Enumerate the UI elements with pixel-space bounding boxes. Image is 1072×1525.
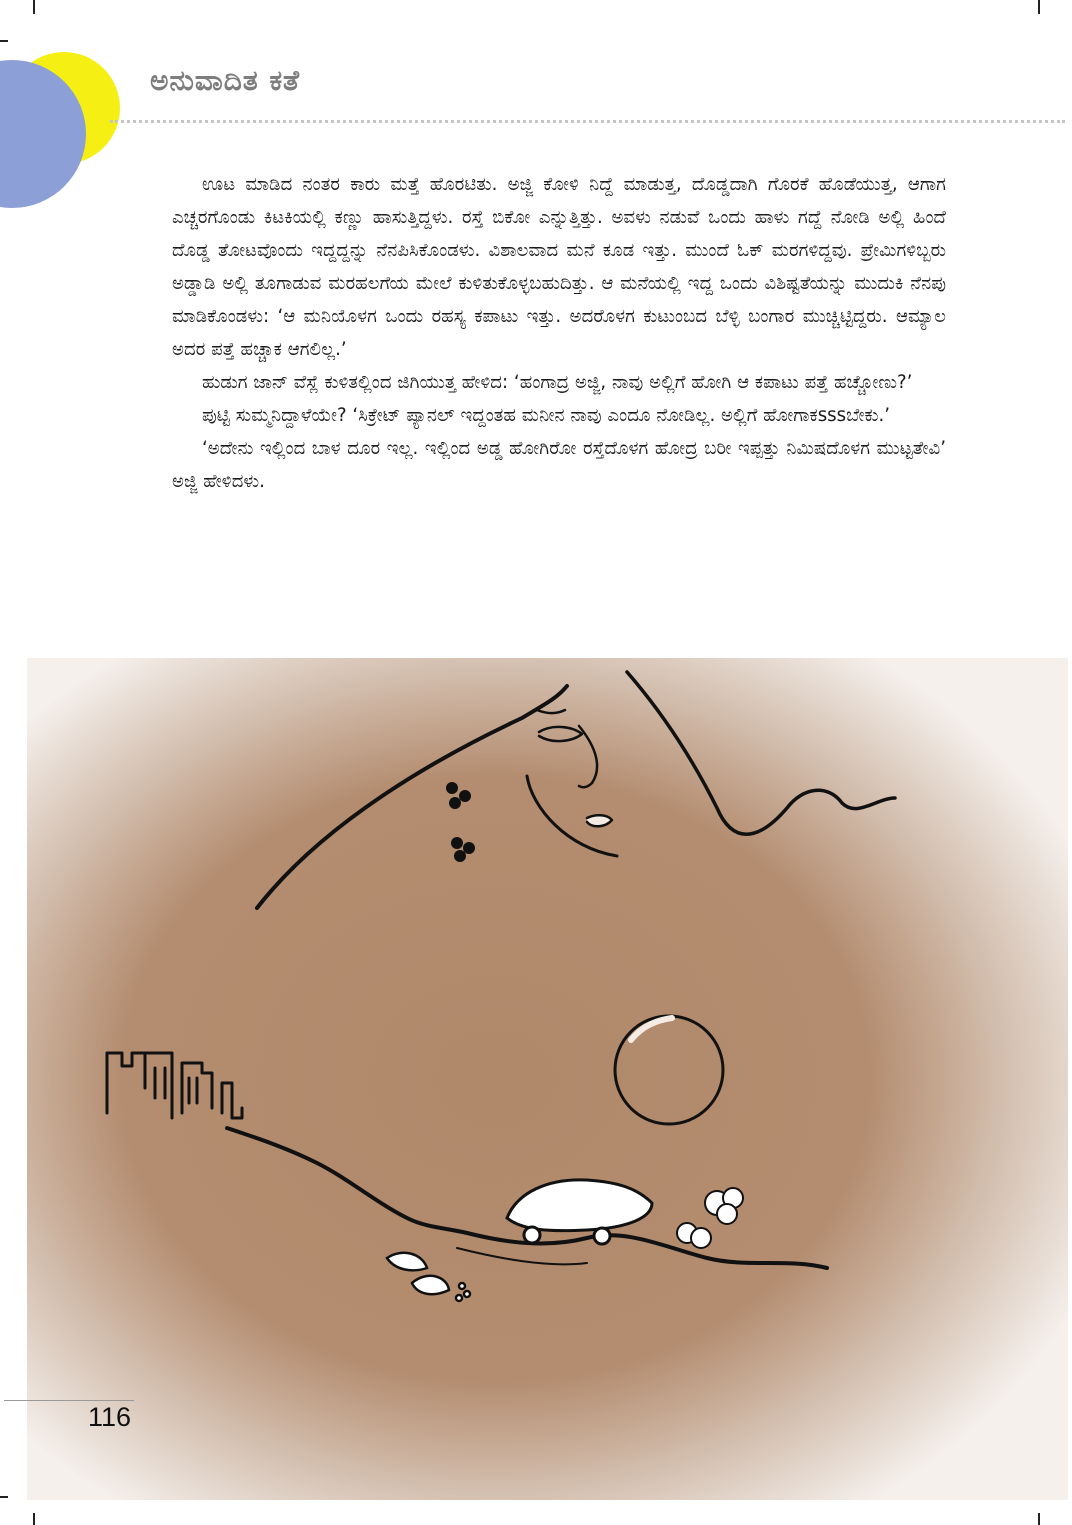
crop-mark-top-left [33,0,35,14]
footer-rule [4,1400,134,1401]
page-number: 116 [88,1402,132,1432]
story-paragraph: ಪುಟ್ಟಿ ಸುಮ್ಮನಿದ್ದಾಳೆಯೇ? ‘ಸಿಕ್ರೇಟ್ ಪ್ಯಾನಲ್ ಇದ್ದಂತಹ ಮನೀನ ನಾವು ಎಂದೂ ನೋಡಿಲ್ಲ. ಅಲ್ಲಿಗೆ ಹೋಗಾಕsssಬೇಕು.’ [202,405,891,426]
crop-mark-left-top [0,40,8,42]
story-paragraph: ಹುಡುಗ ಜಾನ್ ವೆಸ್ಲೆ ಕುಳಿತಲ್ಲಿಂದ ಜಿಗಿಯುತ್ತ ಹೇಳಿದ: ‘ಹಂಗಾದ್ರ ಅಜ್ಜಿ, ನಾವು ಅಲ್ಲಿಗೆ ಹೋಗಿ ಆ ಕಪಾಟು ಪತ್ತೆ ಹಚ್ಚೋಣು?’ [202,372,913,393]
story-paragraph: ‘ಅದೇನು ಇಲ್ಲಿಂದ ಬಾಳ ದೂರ ಇಲ್ಲ. ಇಲ್ಲಿಂದ ಅಡ್ಡ ಹೋಗಿರೋ ರಸ್ತೆದೊಳಗ ಹೋದ್ರ ಬರೀ ಇಪ್ಪತ್ತು ನಿಮಿಷದೊಳಗ ಮುಟ್ಟತೇವಿ’ ಅಜ್ಜಿ ಹೇಳಿದಳು. [172,438,946,492]
header-dotted-rule [110,120,1065,123]
story-text [172,168,946,498]
story-illustration [27,658,1068,1500]
story-paragraph: ಊಟ ಮಾಡಿದ ನಂತರ ಕಾರು ಮತ್ತೆ ಹೊರಟಿತು. ಅಜ್ಜಿ ಕೋಳಿ ನಿದ್ದೆ ಮಾಡುತ್ತ, ದೊಡ್ಡದಾಗಿ ಗೊರಕೆ ಹೊಡೆಯುತ್ತ, ಆಗಾಗ ಎಚ್ಚರಗೊಂಡು ಕಿಟಕಿಯಲ್ಲಿ ಕಣ್ಣು ಹಾಸುತ್ತಿದ್ದಳು. ರಸ್ತೆ ಬಿಕೋ ಎನ್ನುತ್ತಿತ್ತು. ಅವಳು ನಡುವೆ ಒಂದು ಹಾಳು ಗದ್ದೆ ನೋಡಿ ಅಲ್ಲಿ ಹಿಂದೆ ದೊಡ್ಡ ತೋಟವೊಂದು ಇದ್ದದ್ದನ್ನು ನೆನಪಿಸಿಕೊಂಡಳು. ವಿಶಾಲವಾದ ಮನೆ ಕೂಡ ಇತ್ತು. ಮುಂದೆ ಓಕ್ ಮರಗಳಿದ್ದವು. ಪ್ರೇಮಿಗಳಿಬ್ಬರು ಅಡ್ಡಾಡಿ ಅಲ್ಲಿ ತೂಗಾಡುವ ಮರಹಲಗೆಯ ಮೇಲೆ ಕುಳಿತುಕೊಳ್ಳಬಹುದಿತ್ತು. ಆ ಮನೆಯಲ್ಲಿ ಇದ್ದ ಒಂದು ವಿಶಿಷ್ಟತೆಯನ್ನು ಮುದುಕಿ ನೆನಪು ಮಾಡಿಕೊಂಡಳು: ‘ಆ ಮನಿಯೊಳಗ ಒಂದು ರಹಸ್ಯ ಕಪಾಟು ಇತ್ತು. ಅದರೊಳಗ ಕುಟುಂಬದ ಬೆಳ್ಳಿ ಬಂಗಾರ ಮುಚ್ಚಿಟ್ಟಿದ್ದರು. ಆಮ್ಯಾಲ ಅದರ ಪತ್ತೆ ಹಚ್ಚಾಕ ಆಗಲಿಲ್ಲ.’ [172,174,946,360]
section-title: ಅನುವಾದಿತ ಕತೆ [150,64,301,97]
crop-mark-top-right [1038,0,1040,14]
mouth [587,815,612,826]
crop-mark-left-bottom [0,1496,8,1498]
crop-mark-bottom-left [33,1513,35,1525]
crop-mark-bottom-right [1038,1513,1040,1525]
